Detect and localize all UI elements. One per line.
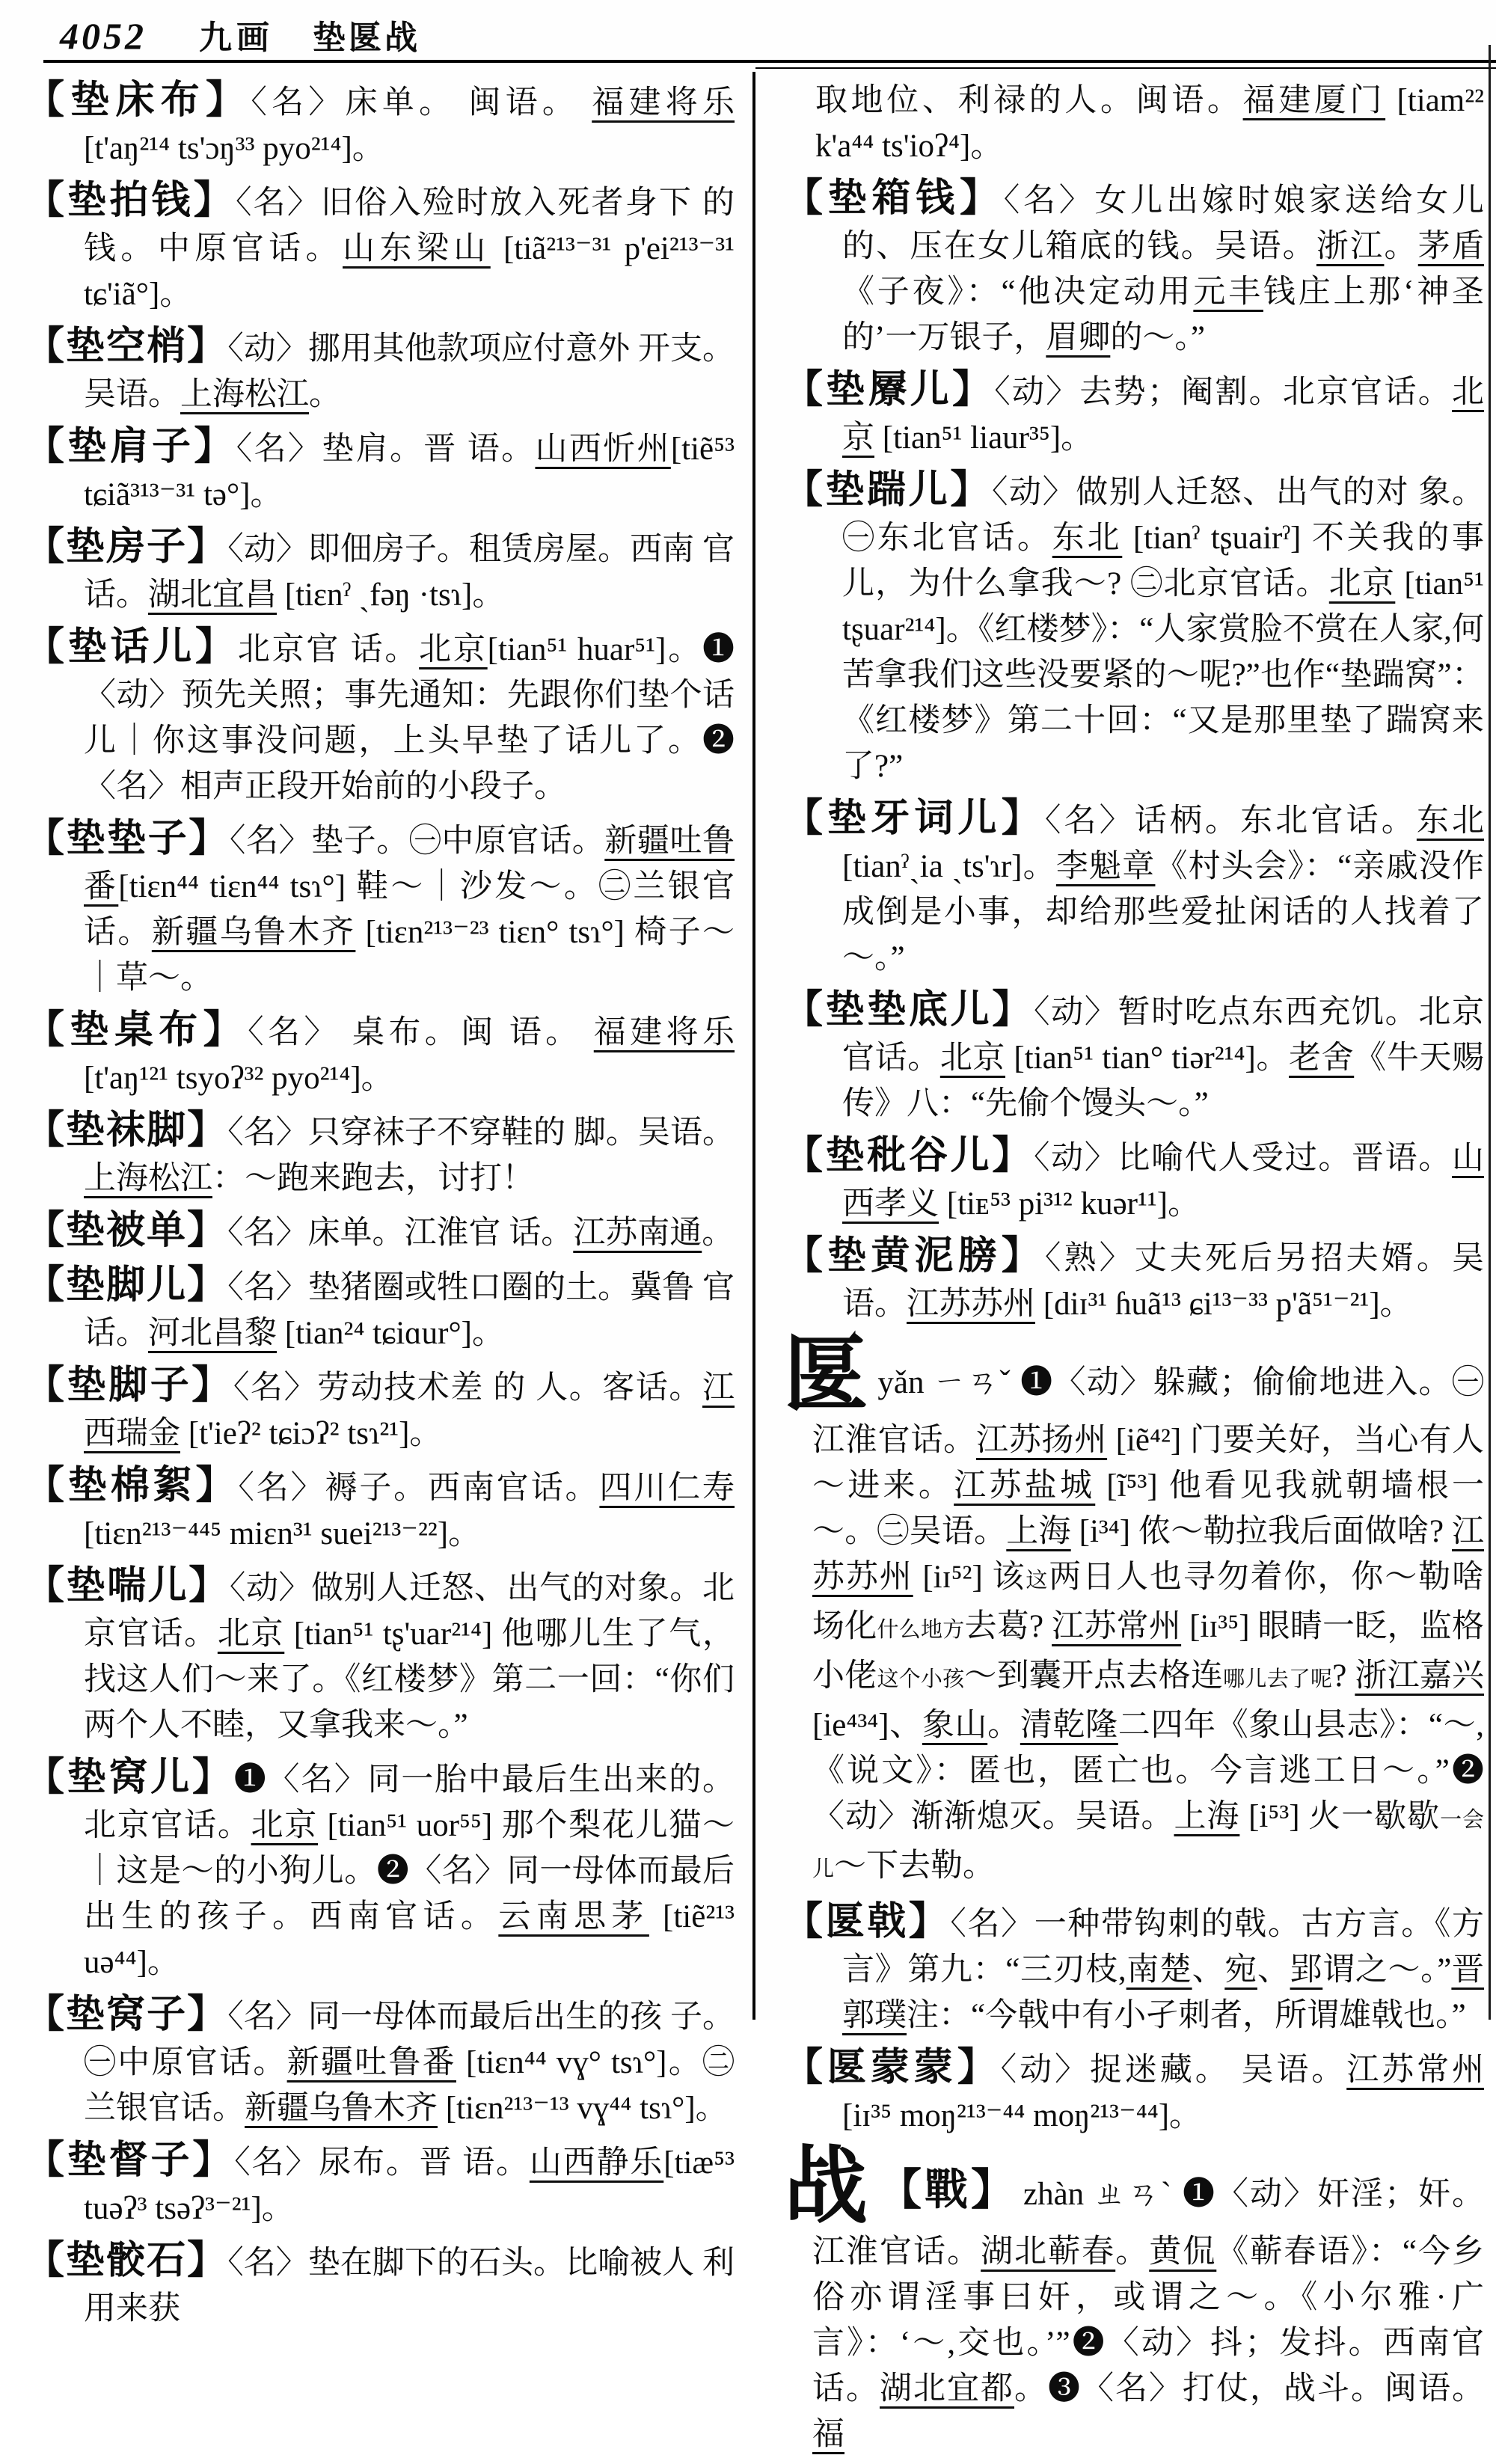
proper-noun-underlined: 江苏苏州	[907, 1287, 1035, 1322]
entry-text: 《蕲春语》：“今乡俗亦谓淫事曰奸，或谓之～。《小尔雅·广言》：‘～,交也。’”❷〈动〉抖；发抖。西南官话。	[812, 2234, 1485, 2406]
proper-noun-underlined: 福建厦门	[1242, 83, 1386, 118]
left-column	[25, 78, 735, 2338]
column-divider-line	[752, 72, 755, 2020]
entry-text: [tiᴇ⁵³ pi³¹² kuər¹¹]。	[939, 1186, 1201, 1222]
entry-text: 〈名〉床单。 闽语。	[251, 85, 592, 120]
proper-noun-underlined: 李魁章	[1055, 849, 1156, 884]
dict-entry	[25, 1208, 735, 1256]
entry-headword: 【匽蒙蒙】	[784, 2047, 1001, 2089]
dict-entry	[784, 2045, 1484, 2139]
proper-noun-underlined: 北京	[842, 375, 1484, 456]
dict-entry	[784, 367, 1484, 461]
entry-headword: 【垫牙词儿】	[784, 797, 1045, 840]
entry-text: 〈名〉尿布。晋 语。	[234, 2145, 530, 2180]
entry-text: 注：“今戟中有小孑刺者，所谓雄戟也。”	[907, 1998, 1466, 2033]
proper-noun-underlined: 湖北宜昌	[148, 577, 277, 613]
entry-text: [tiɛn⁴⁴ vɣ° tsɿ°]。㊁兰银官话。	[84, 2045, 735, 2126]
dict-entry	[784, 1233, 1484, 1327]
proper-noun-underlined: 上海	[1174, 1799, 1240, 1834]
entry-text: [i³⁴] 侬～勒拉我后面做啥?	[1070, 1514, 1453, 1549]
entry-text: [tiã²¹³⁻³¹ p'ei²¹³⁻³¹ tɕ'iã°]。	[84, 231, 735, 312]
entry-continuation	[784, 78, 1484, 169]
entry-headword: 【垫拍钱】	[25, 180, 236, 222]
proper-noun-underlined: 山西忻州	[535, 432, 671, 467]
entry-text: [tian⁵¹ tian° tiər²¹⁴]。	[1005, 1041, 1290, 1076]
entry-text: [tian²⁴ tɕiɑur°]。	[277, 1316, 504, 1351]
entry-text: 〈名〉垫肩。晋 语。	[236, 432, 536, 467]
entry-headword: 【垫骹石】	[25, 2240, 228, 2282]
proper-noun-underlined: 北京	[251, 1808, 319, 1843]
entry-text: 二四年《象山县志》：“～,《说文》：匿也，匿亡也。今言逃工日～。”❷〈动〉渐渐熄灭。吴语。	[812, 1708, 1484, 1834]
proper-noun-underlined: 江苏苏州	[812, 1514, 1485, 1595]
entry-text: ❶〈名〉同一胎中最后生出来的。北京官话。	[84, 1762, 735, 1843]
entry-text: ：～跑来跑去，讨打！	[212, 1161, 534, 1196]
entry-headword: 【垫桌布】	[25, 1009, 248, 1052]
entry-text: [tianˀˎia ˎts'ɿr]。	[842, 849, 1056, 884]
entry-headword: 【垫黄泥膀】	[784, 1235, 1045, 1278]
entry-text: 〈熟〉丈夫死后另招夫婿。吴语。	[842, 1241, 1484, 1322]
entry-text: 。	[1115, 2234, 1150, 2270]
proper-noun-underlined: 眉卿	[1046, 320, 1111, 355]
proper-noun-underlined: 上海松江	[180, 377, 309, 412]
entry-text: [tiɛn⁴⁴ tiɛn⁴⁴ tsɿ°] 鞋～｜沙发～。㊁兰银官话。	[84, 869, 735, 950]
entry-headword: 【垫棉絮】	[25, 1465, 239, 1507]
entry-text: [tiẽ²¹³ uə⁴⁴]。	[84, 1899, 735, 1980]
dict-entry	[784, 176, 1484, 361]
proper-noun-underlined: 河北昌黎	[148, 1316, 277, 1351]
proper-noun-underlined: 茅盾	[1417, 229, 1485, 264]
head-entry	[784, 2141, 1485, 2457]
entry-text: 〈名〉垫在脚下的石头。比喻被人 利用来获	[84, 2246, 735, 2326]
entry-text: 、	[1257, 1952, 1290, 1988]
entry-text: 〈名〉女儿出嫁时娘家送给女儿 的、压在女儿箱底的钱。吴语。	[842, 183, 1484, 264]
header-rule	[43, 60, 1496, 63]
proper-noun-underlined: 南楚	[1126, 1952, 1192, 1988]
inline-gloss: 一会儿	[812, 1808, 1485, 1881]
entry-text: [ĩ⁵³] 他看见我就朝墙根一～。㊁吴语。	[812, 1468, 1485, 1549]
entry-text: 〈名〉褥子。西南官话。	[238, 1471, 600, 1506]
head-character: 匽	[784, 1329, 869, 1422]
dict-entry	[784, 1133, 1484, 1227]
entry-text: 〈动〉暂时吃点东西充饥。北京官话。	[842, 995, 1484, 1076]
entry-text: [t'ieʔ² tɕiɔʔ² tsɿ²¹]。	[180, 1416, 442, 1451]
proper-noun-underlined: 新疆吐鲁番	[286, 2045, 456, 2080]
proper-noun-underlined: 福建将乐	[592, 85, 735, 120]
dict-entry	[25, 2138, 735, 2231]
entry-headword: 【垫脚子】	[25, 1364, 233, 1407]
entry-headword: 【垫袜脚】	[25, 1109, 228, 1152]
entry-text: 。	[309, 377, 341, 412]
entry-text: 〈名〉垫猪圈或牲口圈的土。冀鲁 官话。	[84, 1270, 735, 1351]
proper-noun-underlined: 宛	[1224, 1952, 1257, 1988]
dict-entry	[25, 78, 735, 171]
entry-text: [t'aŋ¹²¹ tsyoʔ³² pyo²¹⁴]。	[84, 1061, 393, 1096]
section-headwords: 垫匽战	[313, 19, 420, 56]
proper-noun-underlined: 江苏常州	[1052, 1609, 1182, 1644]
entry-text: 谓之～。”	[1322, 1952, 1452, 1988]
dict-entry	[784, 796, 1484, 981]
entry-text: 〈动〉即佃房子。租赁房屋。西南 官话。	[84, 532, 735, 613]
page-number: 4052	[60, 15, 147, 57]
entry-text: [tian⁵¹ uor⁵⁵] 那个梨花儿猫～｜这是～的小狗儿。❷〈名〉同一母体而最后出生的孩子。西南官话。	[84, 1808, 735, 1934]
dict-entry	[25, 524, 735, 618]
entry-text: 取地位、利禄的人。闽语。	[815, 83, 1243, 118]
dict-entry	[25, 2238, 735, 2332]
entry-headword: 【垫垫底儿】	[784, 989, 1034, 1032]
proper-noun-underlined: 东北	[1052, 521, 1123, 556]
entry-text: [iɪ³⁵ moŋ²¹³⁻⁴⁴ moŋ²¹³⁻⁴⁴]。	[842, 2098, 1202, 2133]
proper-noun-underlined: 北京	[217, 1616, 285, 1652]
dict-entry	[25, 1755, 735, 1985]
entry-headword: 【垫空梢】	[25, 325, 228, 368]
traditional-form: 【戰】	[878, 2166, 1017, 2214]
proper-noun-underlined: 新疆乌鲁木齐	[245, 2091, 438, 2126]
entry-headword: 【垫踹儿】	[784, 469, 992, 512]
inline-gloss: 哪儿去了呢	[1223, 1667, 1333, 1691]
header-rule-secondary	[755, 67, 1496, 69]
entry-text: [tiɛn²¹³⁻²³ tiɛn° tsɿ°] 椅子～｜草～。	[84, 915, 735, 996]
entry-text: [tiam²² k'a⁴⁴ ts'ioʔ⁴]。	[815, 83, 1485, 164]
proper-noun-underlined: 新疆吐鲁番	[84, 824, 735, 904]
proper-noun-underlined: 清乾隆	[1020, 1708, 1118, 1743]
proper-noun-underlined: 上海松江	[84, 1161, 212, 1196]
entry-text: yǎn ㄧㄢˇ ❶〈动〉躲藏；偷偷地进入。㊀江淮官话。	[812, 1365, 1484, 1458]
proper-noun-underlined: 黄侃	[1149, 2234, 1217, 2270]
dict-entry	[25, 1108, 735, 1201]
entry-text: [iɪ³⁵] 眼睛一眨，监格小佬	[812, 1609, 1484, 1694]
proper-noun-underlined: 上海	[1006, 1514, 1071, 1549]
entry-headword: 【垫脚儿】	[25, 1264, 228, 1307]
entry-text: 〈动〉做别人迁怒、出气的对象。北京官话。	[84, 1571, 735, 1652]
proper-noun-underlined: 四川仁寿	[599, 1471, 735, 1506]
proper-noun-underlined: 湖北宜都	[880, 2371, 1014, 2406]
dict-entry	[25, 1992, 735, 2131]
dict-entry	[25, 1263, 735, 1356]
entry-text: 去葛?	[964, 1609, 1052, 1644]
entry-text: [tiæ⁵³ tuəʔ³ tsəʔ³⁻²¹]。	[84, 2145, 735, 2226]
dict-entry	[784, 1899, 1484, 2038]
proper-noun-underlined: 湖北蕲春	[981, 2234, 1116, 2270]
proper-noun-underlined: 元丰	[1193, 275, 1263, 310]
entry-text: 。❸〈名〉打仗，战斗。闽语。	[1014, 2371, 1484, 2406]
entry-text: [tiɛn²¹³⁻⁴⁴⁵ miɛn³¹ suei²¹³⁻²²]。	[84, 1516, 481, 1551]
entry-text: zhàn ㄓㄢˋ ❶〈动〉奸淫；奸。江淮官话。	[812, 2177, 1484, 2270]
entry-text: [tian⁵¹ tʂuar²¹⁴]。《红楼梦》：“人家赏脸不赏在人家,何苦拿我们这些没要紧的～呢?”也作“垫踹窝”：《红楼梦》第二十回：“又是那里垫了踹窝来了?”	[842, 566, 1485, 784]
dict-entry	[25, 625, 735, 809]
proper-noun-underlined: 北京	[1328, 566, 1396, 601]
right-column	[784, 78, 1484, 2464]
entry-headword: 【垫话儿】	[25, 626, 238, 669]
proper-noun-underlined: 老舍	[1289, 1041, 1355, 1076]
dict-entry	[25, 324, 735, 417]
proper-noun-underlined: 新疆乌鲁木齐	[151, 915, 356, 950]
entry-text: 〈名〉劳动技术差 的 人。客话。	[233, 1370, 702, 1406]
dict-entry	[25, 816, 735, 1001]
head-character: 战	[784, 2141, 869, 2234]
dict-entry	[784, 987, 1484, 1127]
dict-entry	[25, 178, 735, 317]
proper-noun-underlined: 江苏盐城	[954, 1468, 1096, 1504]
entry-text: ?	[1332, 1658, 1355, 1694]
inline-gloss: 这	[1026, 1569, 1049, 1593]
entry-text: [i⁵³] 火一歇歇	[1239, 1799, 1441, 1834]
entry-text: [diɪ³¹ ɦuã¹³ ɕi¹³⁻³³ p'ã⁵¹⁻²¹]。	[1035, 1287, 1412, 1322]
proper-noun-underlined: 东北	[1416, 803, 1485, 839]
proper-noun-underlined: 北京	[419, 632, 488, 667]
entry-text: 、	[1192, 1952, 1225, 1988]
dict-entry	[25, 1563, 735, 1748]
proper-noun-underlined: 江苏扬州	[975, 1423, 1108, 1458]
entry-headword: 【垫督子】	[25, 2139, 235, 2182]
entry-text: 《子夜》：“他决定动用	[842, 275, 1194, 310]
entry-text: 《牛天赐传》八：“先偷个馒头～。”	[842, 1041, 1485, 1121]
proper-noun-underlined: 福建将乐	[593, 1015, 735, 1050]
entry-headword: 【垫房子】	[25, 526, 228, 569]
entry-headword: 【垫喘儿】	[25, 1565, 230, 1608]
proper-noun-underlined: 象山	[922, 1708, 988, 1743]
dict-entry	[784, 468, 1484, 789]
entry-text: 〈动〉挪用其他款项应付意外 开支。吴语。	[84, 331, 735, 412]
entry-headword: 【垫被单】	[25, 1210, 228, 1252]
entry-headword: 【垫秕谷儿】	[784, 1135, 1034, 1177]
entry-text: 的～。”	[1110, 320, 1205, 355]
dict-entry	[25, 424, 735, 518]
proper-noun-underlined: 江苏南通	[573, 1216, 702, 1251]
entry-text: 。	[1384, 229, 1418, 264]
entry-headword: 【匽戟】	[784, 1901, 951, 1943]
proper-noun-underlined: 郢	[1290, 1952, 1323, 1988]
proper-noun-underlined: 江西瑞金	[84, 1370, 735, 1451]
entry-text: 〈动〉比喻代人受过。晋语。	[1033, 1141, 1452, 1176]
entry-text: 〈名〉一种带钩刺的戟。古方言。《方言》第九：“三刃枝,	[842, 1907, 1484, 1988]
entry-text: 〈名〉床单。江淮官 话。	[227, 1216, 574, 1251]
entry-headword: 【垫屪儿】	[784, 369, 995, 411]
entry-text: 《村头会》：“亲戚没作成倒是小事，却给那些爱扯闲话的人找着了～。”	[842, 849, 1484, 975]
entry-text: 〈动〉做别人迁怒、出气的对 象。㊀东北官话。	[842, 475, 1484, 556]
entry-text: ～下去勒。	[834, 1848, 996, 1884]
entry-text: 〈名〉话柄。东北官话。	[1044, 803, 1417, 839]
entry-text: 北京官 话。	[237, 632, 420, 667]
proper-noun-underlined: 晋郭璞	[842, 1952, 1485, 2033]
entry-text: 〈名〉垫子。㊀中原官话。	[229, 824, 605, 859]
entry-text: 钱庄上那‘神圣的’一万银子，	[842, 275, 1485, 355]
entry-text: [ie⁴³⁴]、	[812, 1708, 922, 1743]
entry-text: [iɪ⁵²] 该	[913, 1560, 1026, 1595]
proper-noun-underlined: 浙江嘉兴	[1355, 1658, 1485, 1694]
entry-text: [tian⁵¹ huar⁵¹]。❶〈动〉预先关照；事先通知：先跟你们垫个话儿｜你这事没问题，上头早垫了话儿了。❷〈名〉相声正段开始前的小段子。	[84, 632, 735, 804]
entry-text: [t'aŋ²¹⁴ ts'ɔŋ³³ pyo²¹⁴]。	[84, 131, 384, 166]
proper-noun-underlined: 江苏常州	[1346, 2053, 1485, 2088]
inline-gloss: 什么地方	[877, 1618, 965, 1642]
entry-headword: 【垫窝子】	[25, 1993, 228, 2036]
entry-text: 〈名〉 桌布。闽 语。	[248, 1015, 594, 1050]
entry-text: [tiɛnˀ ˎfəŋ ·tsɿ]。	[277, 577, 505, 613]
entry-text: 〈动〉捉迷藏。 吴语。	[1000, 2053, 1347, 2088]
entry-text: [tianˀ tʂuairˀ] 不关我的事儿，为什么拿我～? ㊁北京官话。	[842, 521, 1485, 601]
inline-gloss: 这个小孩	[877, 1667, 965, 1691]
stroke-section: 九画	[199, 19, 274, 56]
entry-text: [tian⁵¹ liaur³⁵]。	[874, 420, 1094, 456]
entry-text: [tiɛn²¹³⁻¹³ vɣ⁴⁴ tsɿ°]。	[438, 2091, 728, 2126]
entry-text: [tian⁵¹ tʂ'uar²¹⁴] 他哪儿生了气，找这人们～来了。《红楼梦》第二一回：“你们两个人不睦，又拿我来～。”	[84, 1616, 735, 1743]
entry-text: 〈名〉只穿袜子不穿鞋的 脚。吴语。	[227, 1115, 735, 1150]
entry-text: [tiẽ⁵³ tɕiã³¹³⁻³¹ tə°]。	[84, 432, 735, 512]
proper-noun-underlined: 山西孝义	[842, 1141, 1484, 1222]
proper-noun-underlined: 浙江	[1316, 229, 1385, 264]
proper-noun-underlined: 山西静乐	[529, 2145, 664, 2180]
page-edge-line	[1489, 45, 1491, 2020]
page-header	[60, 10, 420, 58]
entry-headword: 【垫肩子】	[25, 426, 236, 468]
proper-noun-underlined: 云南思茅	[498, 1899, 649, 1934]
entry-text: [iẽ⁴²] 门要关好，当心有人～进来。	[812, 1423, 1485, 1504]
dict-entry	[25, 1363, 735, 1456]
entry-headword: 【垫垫子】	[25, 818, 230, 860]
entry-text: 。	[702, 1216, 735, 1251]
entry-text: 〈名〉旧俗入殓时放入死者身下 的钱。中原官话。	[84, 186, 735, 266]
entry-headword: 【垫箱钱】	[784, 177, 1004, 220]
entry-headword: 【垫床布】	[25, 79, 251, 122]
entry-text: 两日人也寻勿着你，你～勒啥场化	[812, 1560, 1484, 1644]
proper-noun-underlined: 福	[812, 2417, 844, 2452]
entry-text: 〈名〉同一母体而最后出生的孩 子。㊀中原官话。	[84, 1999, 735, 2080]
proper-noun-underlined: 北京	[939, 1041, 1006, 1076]
proper-noun-underlined: 山东梁山	[343, 231, 491, 266]
head-entry	[784, 1329, 1485, 1893]
entry-headword: 【垫窝儿】	[25, 1756, 234, 1799]
dict-entry	[25, 1463, 735, 1557]
entry-text: 。	[987, 1708, 1020, 1743]
dict-entry	[25, 1008, 735, 1101]
entry-text: 〈动〉去势；阉割。北京官话。	[994, 375, 1452, 410]
entry-text: ～到囊开点去格连	[964, 1658, 1224, 1694]
